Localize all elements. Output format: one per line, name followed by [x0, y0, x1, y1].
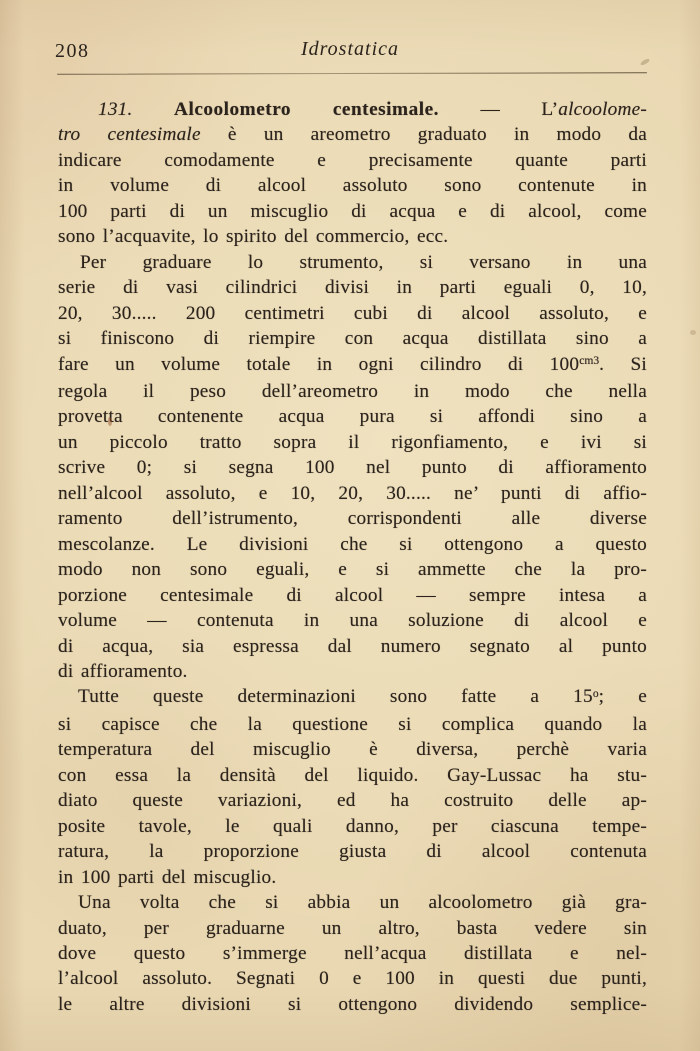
- text-line: [58, 224, 647, 249]
- text-line: [58, 634, 647, 659]
- text: un piccolo tratto sopra il rigonfiamento, e ivi si: [58, 431, 647, 453]
- text-line: [58, 250, 647, 275]
- paragraph-3: [58, 684, 647, 890]
- superscript: o: [592, 686, 599, 700]
- text: porzione centesimale di alcool — sempre intesa a: [58, 584, 647, 606]
- running-title: Idrostatica: [300, 38, 400, 60]
- text-line: [58, 712, 647, 737]
- text: 20, 30..... 200 centimetri cubi di alcool assoluto, e: [58, 302, 647, 324]
- italic-text: alcoolome-: [558, 99, 647, 120]
- text: volume — contenuta in una soluzione di alcool e: [58, 610, 647, 632]
- text: diato queste variazioni, ed ha costruito delle ap-: [58, 790, 647, 812]
- text: provetta contenente acqua pura si affondi sino a: [58, 406, 647, 428]
- italic-text: 131.: [98, 99, 133, 120]
- text: — L’: [438, 99, 559, 120]
- text-line: [58, 814, 647, 839]
- text: ratura, la proporzione giusta di alcool contenuta: [58, 841, 647, 863]
- text: in volume di alcool assoluto sono contenute in: [58, 175, 647, 197]
- text-line: [58, 455, 647, 480]
- text-line: [58, 966, 647, 991]
- text-line: [58, 326, 647, 351]
- text: le altre divisioni si ottengono dividendo semplice-: [58, 993, 647, 1015]
- text-line: [58, 122, 647, 147]
- text-line: [58, 481, 647, 506]
- paragraph-1: [58, 97, 647, 250]
- text-line: [58, 557, 647, 582]
- text: indicare comodamente e precisamente quante parti: [58, 149, 647, 171]
- text: in 100 parti del miscuglio.: [58, 866, 277, 888]
- text: ; e: [598, 686, 647, 708]
- text: . Si: [599, 353, 647, 375]
- text-line: [58, 737, 647, 762]
- text: duato, per graduarne un altro, basta vedere sin: [58, 917, 647, 939]
- page-body: [58, 97, 647, 1017]
- text-line: [58, 199, 647, 224]
- text: sono l’acquavite, lo spirito del commercio, ecc.: [58, 226, 449, 248]
- text: temperatura del miscuglio è diversa, perchè varia: [58, 739, 647, 761]
- text: l’alcool assoluto. Segnati 0 e 100 in questi due punti,: [58, 968, 647, 990]
- text-line: [58, 865, 647, 890]
- text: Una volta che si abbia un alcoolometro già gra-: [78, 892, 647, 914]
- paragraph-4: [58, 890, 647, 1017]
- text-line: [58, 301, 647, 326]
- text-line: [58, 684, 647, 711]
- page-header: [0, 38, 700, 66]
- text-line: [58, 506, 647, 531]
- text-line: [58, 916, 647, 941]
- text-line: [58, 148, 647, 173]
- text-line: [58, 583, 647, 608]
- text: nell’alcool assoluto, e 10, 20, 30..... ne’ punti di affio-: [58, 482, 647, 504]
- text-line: [58, 659, 647, 684]
- text: posite tavole, le quali danno, per ciascuna tempe-: [58, 815, 647, 837]
- text: mescolanze. Le divisioni che si ottengono a questo: [58, 533, 647, 555]
- text: scrive 0; si segna 100 nel punto di affioramento: [58, 457, 647, 479]
- text-line: [58, 430, 647, 455]
- superscript: cm3: [579, 353, 600, 367]
- text-line: [58, 992, 647, 1017]
- text: si capisce che la questione si complica quando la: [58, 713, 647, 735]
- text: di acqua, sia espressa dal numero segnato al punto: [58, 635, 647, 657]
- text: con essa la densità del liquido. Gay-Lussac ha stu-: [58, 764, 647, 786]
- text-line: [58, 404, 647, 429]
- text-line: [58, 788, 647, 813]
- text-line: [58, 352, 647, 379]
- text: di affioramento.: [58, 660, 188, 682]
- text-line: [58, 608, 647, 633]
- paragraph-2: [58, 250, 647, 685]
- paper-stain: [690, 330, 696, 335]
- text-line: [58, 941, 647, 966]
- text: è un areometro graduato in modo da: [200, 124, 647, 146]
- text: si finiscono di riempire con acqua distillata sino a: [58, 328, 647, 350]
- text-line: [58, 379, 647, 404]
- italic-text: tro centesimale: [58, 124, 201, 146]
- text: Per graduare lo strumento, si versano in una: [80, 251, 647, 273]
- text-line: [58, 97, 647, 122]
- text: dove questo s’immerge nell’acqua distillata e nel-: [58, 942, 647, 964]
- text-line: [58, 890, 647, 915]
- text-line: [58, 763, 647, 788]
- text: Tutte queste determinazioni sono fatte a 15: [78, 686, 593, 708]
- section-heading: Alcoolometro centesimale.: [174, 99, 439, 120]
- text: regola il peso dell’areometro in modo che nella: [58, 380, 647, 402]
- text: modo non sono eguali, e si ammette che la pro-: [58, 559, 647, 581]
- text-line: [58, 532, 647, 557]
- text: [133, 99, 175, 120]
- text: fare un volume totale in ogni cilindro di 100: [58, 353, 580, 375]
- text-line: [58, 275, 647, 300]
- text-line: [58, 173, 647, 198]
- text: 100 parti di un miscuglio di acqua e di alcool, come: [58, 200, 647, 222]
- text: serie di vasi cilindrici divisi in parti eguali 0, 10,: [58, 277, 647, 299]
- text-line: [58, 839, 647, 864]
- page-number: 208: [55, 40, 90, 62]
- text: ramento dell’istrumento, corrispondenti alle diverse: [58, 508, 647, 530]
- header-rule: [57, 72, 647, 75]
